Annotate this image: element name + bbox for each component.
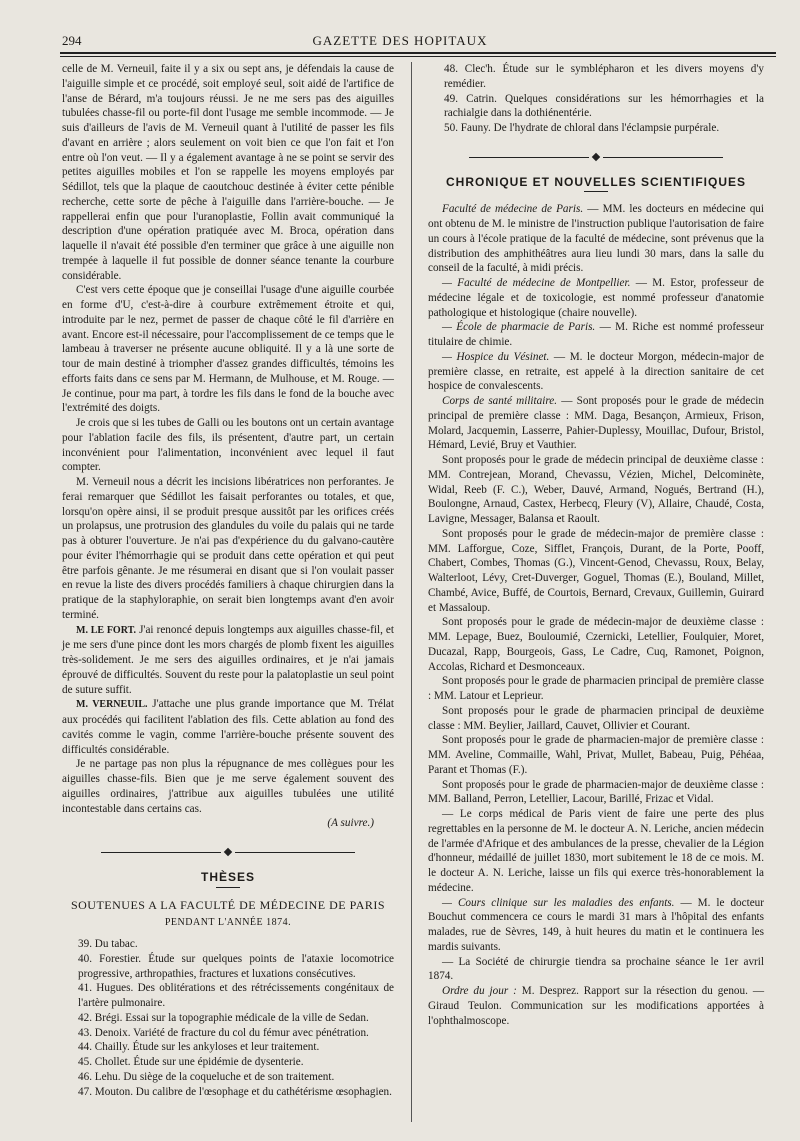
section-divider [62, 845, 394, 860]
news-heading: — Cours clinique sur les maladies des enfants. [442, 896, 675, 909]
news-item: Faculté de médecine de Paris. — MM. les docteurs en médecine qui ont obtenu de M. le ministre de l'instruction publique l'autorisation de faire un cours à l'école pratique de la faculté de médecine, sont prévenus que la distribution des amphithéâtres aura lieu lundi 30 mars, dans la salle du conseil de la faculté, à midi précis. [428, 203, 765, 275]
news-item: — Cours clinique sur les maladies des enfants. — M. le docteur Bouchut commencera ce cours le mardi 31 mars à l'hôpital des enfants malades, rue de Sèvres, 149, à huit heures du matin et le continuera les mardis suivants. [428, 896, 764, 953]
news-item: — Faculté de médecine de Montpellier. — M. Estor, professeur de médecine légale et de toxicologie, est nommé professeur d'anatomie pathologique et histologique (chaire nouvelle). [428, 277, 764, 319]
thesis-item: 44. Chailly. Étude sur les ankyloses et leur traitement. [78, 1041, 320, 1054]
thesis-item: 43. Denoix. Variété de fracture du col du fémur avec pénétration. [78, 1026, 369, 1039]
news-heading: Corps de santé militaire. [442, 395, 558, 407]
right-column [428, 62, 764, 1028]
thesis-item: 50. Fauny. De l'hydrate de chloral dans l'éclampsie purpérale. [444, 122, 720, 134]
theses-list [62, 937, 394, 1099]
news-item: — Hospice du Vésinet. — M. le docteur Morgon, médecin-major de première classe, en retraite, est appelé à la direction sanitaire de cet hospice de convalescents. [428, 350, 764, 393]
paragraph: Je ne partage pas non plus la répugnance de mes collègues pour les aiguilles chasse-fils. Bien que je me serve également souvent des aiguilles ordinaires, j'attribue aux aiguilles tubulées une utilité incontestable dans certains cas. [62, 758, 394, 815]
news-item: Sont proposés pour le grade de médecin-major de première classe : MM. Lafforgue, Coze, Sifflet, François, Durant, de la Porte, Pooff, Chabert, Combes, Thomas (G.), Vincent-Genod, Chevassu, Roux, Belay, Walterloot, Lévy, Cret-Duverger, Goguel, Thomas (E.), Bouland, Millet, Chambé, Avice, Buffé, de Courtois, Bernard, Crevaux, Guillemin, Guirard et Massaloup. [428, 527, 764, 614]
news-heading: — École de pharmacie de Paris. [442, 321, 596, 334]
thesis-item: 46. Lehu. Du siège de la coqueluche et de son traitement. [78, 1070, 335, 1083]
continued-note: (A suivre.) [327, 817, 374, 830]
column-divider [411, 62, 412, 1122]
news-heading: Ordre du jour : [442, 985, 517, 997]
header-rule [60, 52, 776, 54]
thesis-item: 48. Clec'h. Étude sur le symblépharon et les divers moyens d'y remédier. [444, 63, 764, 90]
thesis-item: 45. Chollet. Étude sur une épidémie de dysenterie. [78, 1056, 304, 1068]
paragraph [62, 623, 394, 698]
thesis-item: 47. Mouton. Du calibre de l'œsophage et du cathétérisme œsophagien. [78, 1085, 392, 1098]
paragraph: Je crois que si les tubes de Galli ou les boutons ont un certain avantage pour l'ablation facile des fils, ils présentent, d'autre part, un certain inconvénient pour l'alimentation, inconvénient avec lequel il faut compter. [62, 417, 394, 474]
header-rule-thin [60, 56, 776, 57]
news-item: — La Société de chirurgie tiendra sa prochaine séance le 1er avril 1874. [428, 955, 764, 983]
news-heading: Faculté de médecine de Paris. [442, 203, 584, 216]
thesis-item: 49. Catrin. Quelques considérations sur les hémorrhagies et la rachialgie dans la dothiénentérie. [444, 92, 764, 120]
theses-subtitle: SOUTENUES A LA FACULTÉ DE MÉDECINE DE PARIS [70, 897, 386, 912]
speaker-name: M. LE FORT. [76, 624, 137, 636]
page-number: 294 [62, 33, 82, 48]
news-item: Corps de santé militaire. — Sont proposés pour le grade de médecin principal de première classe : MM. Daga, Besançon, Armieux, Frison, Molard, Jacquemin, Lasserre, Pahier-Duplessy, Mouillac, Dufour, Bristol, Hémard, Levié, Bruy et Vauthier. [428, 395, 764, 452]
news-item: Sont proposés pour le grade de pharmacien-major de première classe : MM. Aveline, Commaille, Wahl, Privat, Mullet, Babeau, Puig, Péhéaa, Parant et Thomas (F.). [428, 734, 764, 776]
theses-year: PENDANT L'ANNÉE 1874. [164, 917, 292, 929]
speech-text: J'attache une plus grande importance que M. Trélat aux procédés qui facilitent l'ablation des fils. Cette ablation au fond des cavités comme le vagin, comme l'arrière-bouche présente souvent des difficultés considérable. [62, 698, 395, 756]
thesis-item: 42. Brégi. Essai sur la topographie médicale de la ville de Sedan. [78, 1011, 369, 1024]
paragraph [62, 697, 394, 757]
news-item: Ordre du jour : M. Desprez. Rapport sur la résection du genou. — Giraud Teulon. Communication sur les modifications apportées à l'ophthalmoscope. [428, 985, 765, 1027]
thesis-item: 41. Hugues. Des oblitérations et des rétrécissements congénitaux de l'artère pulmonaire. [78, 982, 394, 1009]
news-heading: — Faculté de médecine de Montpellier. [442, 277, 631, 289]
news-item: Sont proposés pour le grade de pharmacien principal de première classe : MM. Latour et Leprieur. [428, 675, 764, 702]
news-item: Sont proposés pour le grade de pharmacien principal de deuxième classe : MM. Beylier, Jaillard, Cauvet, Ollivier et Courant. [428, 704, 764, 732]
paragraph: celle de M. Verneuil, faite il y a six ou sept ans, je défendais la cause de l'aiguille simple et ce procédé, soit employé seul, soit aidé de l'artifice de l'anse de Bérard, m'a toujours réussi. Je ne me sers pas des aiguilles tubulées chasse-fil ou porte-fil dont l'usage me semble incommode. — Je suis d'ailleurs de l'avis de M. Verneuil quant à l'utilité de passer les fils d'avant en arrière ; alors seulement on voit bien ce que l'on fait et l'on entre où l'on veut. — Il y a également avantage à ne se point se servir des petites aiguilles mobiles et l'on se rappelle les moyens employés par Sédillot, tels que la plaque de caoutchouc destinée à éviter cette pénible recherche, cette sorte de pêche à l'aiguille dans l'arrière-bouche. — Je rappellerai enfin que pour l'uranoplastie, Follin avait communiqué la description d'une opération pratiquée avec M. Broca, opération dans laquelle il n'avait été possible d'en terminer que grâce à une aiguille non trempée à laquelle il fut possible de donner séance tenante la courbure considérable. [62, 63, 394, 282]
speech-text: J'ai renoncé depuis longtemps aux aiguilles chasse-fil, et je me sers d'une pince dont les mors chargés de plomb fixent les aiguilles très-solidement. Je me sers des aiguilles ordinaires, et je n'ai jamais éprouvé de difficultés. Souvent du reste pour la palatoplastie un seul point de suture suffit. [62, 623, 395, 696]
speaker-name: M. VERNEUIL. [76, 699, 148, 711]
running-title: GAZETTE DES HOPITAUX [312, 33, 488, 48]
chronique-title: CHRONIQUE ET NOUVELLES SCIENTIFIQUES [445, 174, 747, 189]
news-item: Sont proposés pour le grade de médecin principal de deuxième classe : MM. Contrejean, Morand, Chevassu, Vézien, Michel, Delcominète, Widal, Reeb (F. C.), Weber, Dauvé, Armand, Nogués, Bertrand (H.), Boulongne, Arnaud, Castex, Herbecq, Fleury (V), Allaire, Chaudé, Costa, Lavigne, Messager, Balansa et Raoult. [428, 454, 764, 525]
paragraph: C'est vers cette époque que je conseillai l'usage d'une aiguille courbée en forme d'U, c'est-à-dire à courbure extrêmement étroite et qui, introduite par le nez, permet de passer de chaque côté le fil d'arrière en avant. Encore est-il nécessaire, pour l'accomplissement de ce temps que le lambeau à traverser ne présente aucune obliquité. Il y a là une sorte de tour de main destiné à triompher d'assez grandes difficultés, témoins les efforts faits dans ce sens par M. Hermann, de Mulhouse, et M. Rouge. — Je continue, pour ma part, à tordre les fils dans le fond de la bouche avec l'extrémité des doigts. [62, 284, 394, 415]
title-rule [584, 191, 608, 192]
theses-title: THÈSES [200, 869, 255, 884]
theses-list-continued [428, 62, 764, 136]
title-rule [216, 887, 240, 888]
news-item: Sont proposés pour le grade de pharmacien-major de deuxième classe : MM. Balland, Perron, Letellier, Lacour, Barillé, Frizac et Vidal. [428, 778, 764, 806]
section-divider [428, 150, 764, 165]
paragraph: M. Verneuil nous a décrit les incisions libératrices non perforantes. Je ferai remarquer que Sédillot les faisait perforantes ou totales, et que, lorsqu'on opère ainsi, il se produit presque aussitôt par les orifices créés un prolapsus, une protrusion des glandules du voile du palais qui ne tarde pas à obturer l'ouverture. Je n'ai pas d'expérience du du galvano-cautère pour éviter l'hémorrhagie qui se produit dans cette opération et qui peut être parfois gênante. Je me résumerai en disant que si l'on voulait passer en revue la liste des divers procédés familiers à chaque chirurgien dans la pratique de la staphyloraphie, on serait bien longtemps avant d'en avoir terminé. [62, 476, 394, 621]
news-item: Sont proposés pour le grade de médecin-major de deuxième classe : MM. Lepage, Buez, Bouloumié, Czernicki, Letellier, Foulquier, Moret, Ducazal, Rapp, Bourgeois, Gass, Le Cadre, Cuq, Ramonet, Poignon, Accolas, Richard et Desmonceaux. [428, 616, 764, 673]
thesis-item: 39. Du tabac. [78, 938, 138, 950]
left-column [62, 62, 394, 1099]
thesis-item: 40. Forestier. Étude sur quelques points de l'ataxie locomotrice progressive, arthropathies, fractures et luxations consécutives. [78, 952, 394, 980]
news-item: — École de pharmacie de Paris. — M. Riche est nommé professeur titulaire de chimie. [428, 321, 765, 348]
news-heading: — Hospice du Vésinet. [442, 350, 550, 363]
news-item: — Le corps médical de Paris vient de faire une perte des plus regrettables en la personne de M. le docteur A. N. Leriche, ancien médecin de l'armée d'Afrique et des ambulances de la presse, chevalier de la Légion d'honneur, médaillé de juillet 1830, mort subitement le 18 de ce mois. M. le docteur A. N. Leriche, laisse un fils qui exerce très-honorablement la médecine. [428, 808, 764, 894]
